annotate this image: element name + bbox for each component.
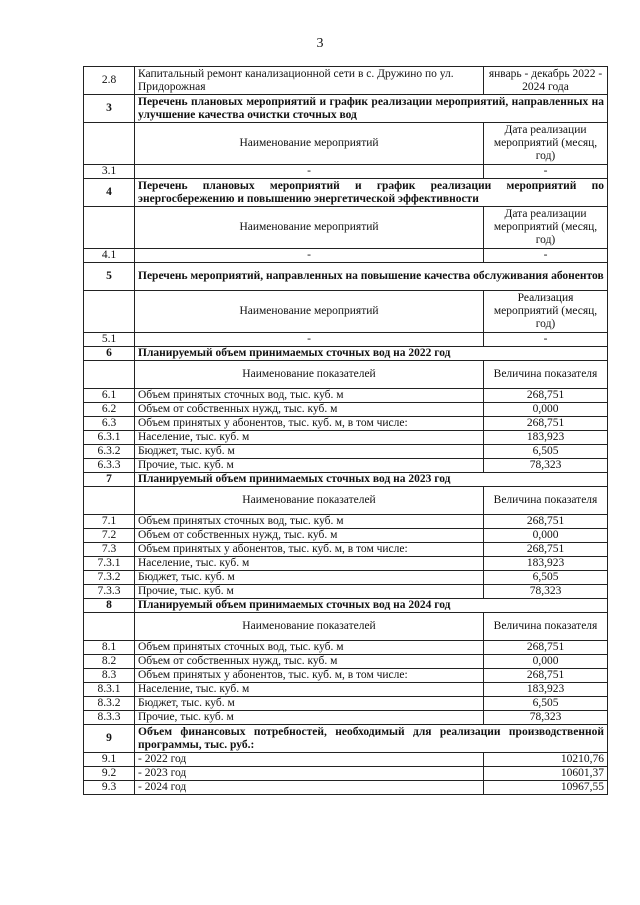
row-value: 268,751 [484,641,608,655]
row-text: Объем от собственных нужд, тыс. куб. м [135,655,484,669]
table-row [84,207,608,249]
row-number: 6.2 [84,403,135,417]
section-title: Перечень мероприятий, направленных на повышение качества обслуживания абонентов [135,263,608,291]
table-row [84,613,608,641]
section-title: Планируемый объем принимаемых сточных вод на 2024 год [135,599,608,613]
row-number: 7.3 [84,543,135,557]
section-number: 9 [84,725,135,753]
row-value: - [484,333,608,347]
column-header-value: Величина показателя [484,613,608,641]
row-number: 7.2 [84,529,135,543]
table-row [84,697,608,711]
row-text: Капитальный ремонт канализационной сети в с. Дружино по ул. Придорожная [135,67,484,95]
column-header-name: Наименование мероприятий [135,207,484,249]
row-text: - 2022 год [135,753,484,767]
row-number: 6.3 [84,417,135,431]
row-number: 7.3.2 [84,571,135,585]
table-row [84,179,608,207]
row-number: 8.3.3 [84,711,135,725]
table-row [84,669,608,683]
row-number: 8.2 [84,655,135,669]
table-row [84,641,608,655]
column-header-name: Наименование показателей [135,361,484,389]
row-number: 8.3 [84,669,135,683]
row-value: 268,751 [484,669,608,683]
row-number: 8.3.2 [84,697,135,711]
row-value: 78,323 [484,459,608,473]
row-text: Прочие, тыс. куб. м [135,585,484,599]
row-value: 183,923 [484,431,608,445]
table-row [84,403,608,417]
page-number: 3 [316,36,324,51]
section-number: 3 [84,95,135,123]
row-number: 3.1 [84,165,135,179]
table-row [84,543,608,557]
table-row [84,529,608,543]
row-text: - [135,165,484,179]
section-number: 7 [84,473,135,487]
row-number: 7.1 [84,515,135,529]
row-value: 10967,55 [484,781,608,795]
empty-cell [84,123,135,165]
table-row [84,95,608,123]
table-row [84,753,608,767]
row-number: 4.1 [84,249,135,263]
row-text: - 2023 год [135,767,484,781]
row-value: 183,923 [484,557,608,571]
column-header-name: Наименование мероприятий [135,123,484,165]
column-header-name: Наименование мероприятий [135,291,484,333]
row-text: Бюджет, тыс. куб. м [135,697,484,711]
row-text: Объем принятых у абонентов, тыс. куб. м, в том числе: [135,543,484,557]
table-row [84,165,608,179]
section-number: 8 [84,599,135,613]
table-row [84,725,608,753]
table-row [84,263,608,291]
section-title: Перечень плановых мероприятий и график реализации мероприятий, направленных на улучшение качества очистки сточных вод [135,95,608,123]
section-number: 4 [84,179,135,207]
column-header-value: Дата реализации мероприятий (месяц, год) [484,123,608,165]
row-value: январь - декабрь 2022 - 2024 года [484,67,608,95]
empty-cell [84,291,135,333]
row-value: 268,751 [484,543,608,557]
row-text: Объем принятых сточных вод, тыс. куб. м [135,389,484,403]
row-value: 10601,37 [484,767,608,781]
row-number: 9.3 [84,781,135,795]
row-value: 6,505 [484,697,608,711]
row-value: 268,751 [484,515,608,529]
row-value: 0,000 [484,529,608,543]
row-text: - [135,333,484,347]
row-value: - [484,165,608,179]
row-text: - [135,249,484,263]
row-value: 268,751 [484,389,608,403]
row-value: 6,505 [484,571,608,585]
row-text: Население, тыс. куб. м [135,557,484,571]
row-number: 8.1 [84,641,135,655]
empty-cell [84,207,135,249]
table-row [84,123,608,165]
table-row [84,683,608,697]
section-number: 5 [84,263,135,291]
row-number: 9.2 [84,767,135,781]
table-row [84,459,608,473]
column-header-name: Наименование показателей [135,613,484,641]
row-text: Бюджет, тыс. куб. м [135,571,484,585]
row-number: 6.3.2 [84,445,135,459]
row-number: 5.1 [84,333,135,347]
section-title: Планируемый объем принимаемых сточных вод на 2023 год [135,473,608,487]
table-row [84,781,608,795]
row-text: Объем от собственных нужд, тыс. куб. м [135,403,484,417]
section-number: 6 [84,347,135,361]
row-number: 6.3.3 [84,459,135,473]
table-row [84,431,608,445]
column-header-value: Величина показателя [484,361,608,389]
table-row [84,585,608,599]
table-row [84,249,608,263]
row-text: Прочие, тыс. куб. м [135,711,484,725]
table-row [84,515,608,529]
empty-cell [84,487,135,515]
column-header-name: Наименование показателей [135,487,484,515]
table-row [84,361,608,389]
table-row [84,599,608,613]
row-value: 183,923 [484,683,608,697]
table-row [84,487,608,515]
table-row [84,67,608,95]
table-row [84,767,608,781]
table-row [84,571,608,585]
row-value: 0,000 [484,403,608,417]
table-row [84,417,608,431]
row-text: Прочие, тыс. куб. м [135,459,484,473]
table-row [84,347,608,361]
row-value: 10210,76 [484,753,608,767]
row-text: Объем принятых у абонентов, тыс. куб. м, в том числе: [135,669,484,683]
table-body [84,67,608,795]
row-text: Население, тыс. куб. м [135,683,484,697]
row-text: Объем принятых у абонентов, тыс. куб. м, в том числе: [135,417,484,431]
row-number: 9.1 [84,753,135,767]
row-number: 8.3.1 [84,683,135,697]
table-row [84,389,608,403]
row-number: 6.1 [84,389,135,403]
empty-cell [84,613,135,641]
row-number: 6.3.1 [84,431,135,445]
row-value: 0,000 [484,655,608,669]
row-number: 7.3.3 [84,585,135,599]
section-title: Объем финансовых потребностей, необходимый для реализации производственной программы, тыс. руб.: [135,725,608,753]
row-text: Объем принятых сточных вод, тыс. куб. м [135,515,484,529]
table-row [84,291,608,333]
row-text: Объем принятых сточных вод, тыс. куб. м [135,641,484,655]
row-number: 7.3.1 [84,557,135,571]
row-text: Население, тыс. куб. м [135,431,484,445]
row-number: 2.8 [84,67,135,95]
table-row [84,711,608,725]
table-row [84,473,608,487]
section-title: Планируемый объем принимаемых сточных вод на 2022 год [135,347,608,361]
column-header-value: Реализация мероприятий (месяц, год) [484,291,608,333]
production-program-table [83,66,608,795]
row-value: 268,751 [484,417,608,431]
row-text: Объем от собственных нужд, тыс. куб. м [135,529,484,543]
row-text: Бюджет, тыс. куб. м [135,445,484,459]
table-row [84,445,608,459]
row-value: 78,323 [484,711,608,725]
row-text: - 2024 год [135,781,484,795]
empty-cell [84,361,135,389]
row-value: 78,323 [484,585,608,599]
table-row [84,333,608,347]
column-header-value: Дата реализации мероприятий (месяц, год) [484,207,608,249]
row-value: - [484,249,608,263]
table-row [84,655,608,669]
section-title: Перечень плановых мероприятий и график реализации мероприятий по энергосбережению и повышению энергетической эффективности [135,179,608,207]
column-header-value: Величина показателя [484,487,608,515]
table-row [84,557,608,571]
row-value: 6,505 [484,445,608,459]
